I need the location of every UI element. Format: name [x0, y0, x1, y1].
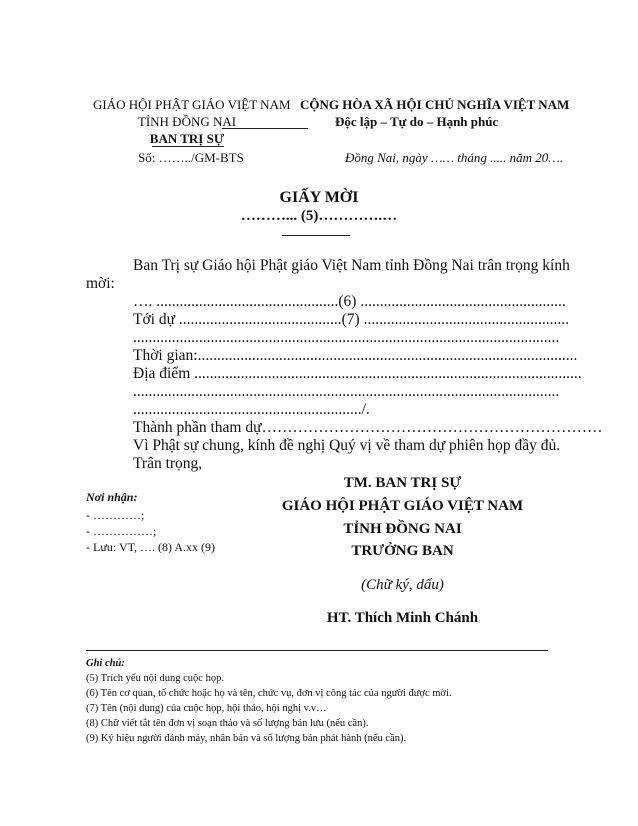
notes-separator	[86, 650, 548, 651]
intro-line: Ban Trị sự Giáo hội Phật giáo Việt Nam tỉnh Đồng Nai trân trọng kính	[133, 257, 570, 274]
signature-note: (Chữ ký, dấu)	[361, 577, 444, 593]
time-line: Thời gian:..................................................................................................	[133, 347, 578, 364]
signature-province: TỈNH ĐỒNG NAI	[343, 521, 462, 537]
recipient-item: - Lưu: VT, …. (8) A.xx (9)	[86, 540, 216, 554]
note-item: (9) Ký hiệu người đánh máy, nhân bản và số lượng bản phát hành (nếu cần).	[86, 733, 407, 744]
participants-line: Thành phần tham dự…………………………………………………………	[133, 419, 603, 436]
doc-subtitle: ………... (5)………….…	[240, 208, 398, 224]
recipient-item: - ……………;	[86, 524, 157, 538]
signature-title: TM. BAN TRỊ SỰ	[343, 475, 462, 491]
org-province: TỈNH ĐỒNG NAI	[137, 114, 237, 129]
signer-name: HT. Thích Minh Chánh	[326, 610, 479, 626]
intro-line-cont: mời:	[86, 275, 115, 292]
blank-line: ..............................................................................................................	[133, 383, 560, 400]
note-item: (7) Tên (nội dung) của cuộc họp, hội thảo, hội nghị v.v…	[86, 703, 327, 714]
event-line: Tới dự ..........................................(7) .....................................................	[133, 311, 569, 328]
request-line: Vì Phật sự chung, kính đề nghị Quý vị về tham dự phiên họp đầy đủ.	[133, 437, 561, 454]
recipient-item: - …………;	[86, 508, 145, 522]
invitee-line: …. ...............................................(6) .....................................................	[133, 293, 566, 310]
notes-label: Ghi chú:	[86, 658, 125, 669]
regards-line: Trân trọng,	[133, 455, 203, 472]
recipients-label: Nơi nhận:	[86, 490, 138, 504]
motto: Độc lập – Tự do – Hạnh phúc	[335, 114, 499, 129]
title-underline	[282, 235, 350, 236]
blank-line: ..............................................................................................................	[133, 329, 560, 346]
nation-title: CỘNG HÒA XÃ HỘI CHỦ NGHĨA VIỆT NAM	[300, 97, 570, 112]
end-line: .........................................................../.	[133, 401, 370, 418]
nation-underline-left	[222, 128, 308, 129]
place-date: Đồng Nai, ngày …… tháng ..... năm 20….	[345, 150, 564, 165]
note-item: (8) Chữ viết tắt tên đơn vị soạn thảo và số lượng bản lưu (nếu cần).	[86, 718, 369, 729]
signature-org: GIÁO HỘI PHẬT GIÁO VIỆT NAM	[281, 498, 524, 514]
note-item: (5) Trích yếu nội dung cuộc họp.	[86, 673, 224, 684]
signature-role: TRƯỞNG BAN	[351, 543, 454, 559]
org-name: GIÁO HỘI PHẬT GIÁO VIỆT NAM	[93, 97, 291, 112]
org-unit: BAN TRỊ SỰ	[149, 131, 225, 146]
place-line: Địa điểm ....................................................................................................	[133, 365, 582, 382]
org-underline	[152, 146, 224, 147]
doc-title: GIẤY MỜI	[279, 189, 359, 206]
doc-number: Số: ……../GM-BTS	[138, 150, 244, 165]
note-item: (6) Tên cơ quan, tổ chức hoặc họ và tên, chức vụ, đơn vị công tác của người được mời.	[86, 688, 452, 699]
